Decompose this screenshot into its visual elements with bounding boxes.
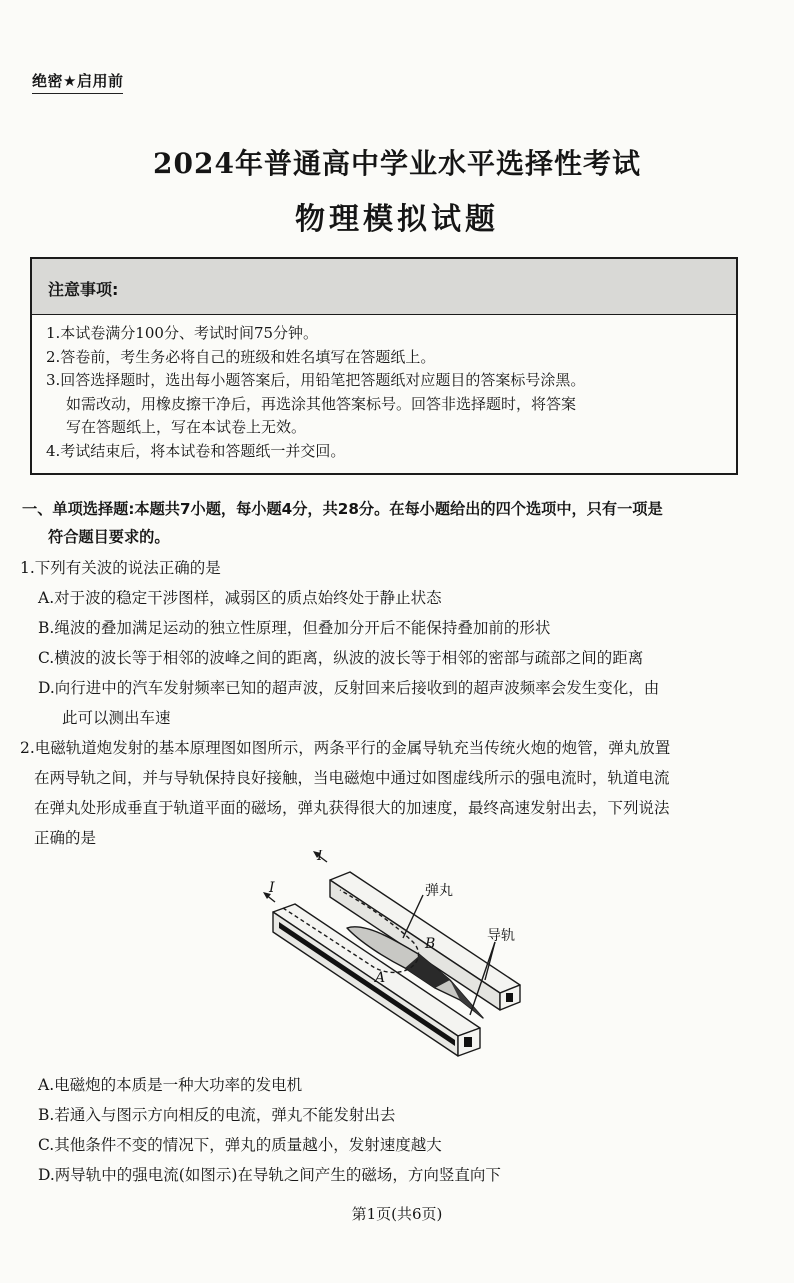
notice-heading: 注意事项:: [32, 259, 736, 315]
question-2: [20, 733, 760, 853]
option-a: A.电磁炮的本质是一种大功率的发电机: [38, 1076, 303, 1094]
notice-item: 如需改动，用橡皮擦干净后，再选涂其他答案标号。回答非选择题时，将答案: [66, 394, 577, 413]
notice-item: 4.考试结束后，将本试卷和答题纸一并交回。: [46, 441, 346, 460]
notice-box: [30, 257, 738, 475]
notice-item: 1.本试卷满分100分、考试时间75分钟。: [46, 324, 319, 342]
section-heading: [22, 495, 762, 551]
option-d: D.两导轨中的强电流(如图示)在导轨之间产生的磁场，方向竖直向下: [38, 1166, 501, 1184]
back-rail-hole: [506, 993, 513, 1002]
rail-label: 导轨: [487, 928, 515, 944]
option-c: C.其他条件不变的情况下，弹丸的质量越小，发射速度越大: [38, 1136, 442, 1154]
option-a: A.对于波的稳定干涉图样，减弱区的质点始终处于静止状态: [38, 589, 442, 607]
question-stem: 2.电磁轨道炮发射的基本原理图如图所示，两条平行的金属导轨充当传统火炮的炮管，弹丸放置: [20, 739, 671, 757]
point-label-a: A: [375, 970, 386, 986]
option-b: B.若通入与图示方向相反的电流，弹丸不能发射出去: [38, 1106, 396, 1124]
question-stem: 在两导轨之间，并与导轨保持良好接触，当电磁炮中通过如图虚线所示的强电流时，轨道电流: [34, 769, 670, 787]
confidential-label: 绝密★启用前: [32, 70, 123, 94]
section-line: 符合题目要求的。: [48, 528, 170, 546]
question-stem: 在弹丸处形成垂直于轨道平面的磁场，弹丸获得很大的加速度，最终高速发射出去，下列说法: [34, 799, 670, 817]
current-label: I: [317, 850, 323, 864]
question-stem: 1.下列有关波的说法正确的是: [20, 559, 221, 577]
section-line: 一、单项选择题:本题共7小题，每小题4分，共28分。在每小题给出的四个选项中，只有一项是: [22, 500, 663, 518]
question-stem: 正确的是: [34, 829, 97, 847]
projectile-label: 弹丸: [425, 883, 453, 899]
question-2-options: [20, 1070, 760, 1190]
page-number: 第1页(共6页): [351, 1205, 443, 1223]
current-label: I: [269, 880, 275, 896]
notice-item: 3.回答选择题时，选出每小题答案后，用铅笔把答题纸对应题目的答案标号涂黑。: [46, 371, 586, 389]
question-1: [20, 553, 760, 733]
exam-title: 2024年普通高中学业水平选择性考试: [153, 147, 641, 180]
point-label-b: B: [425, 936, 436, 952]
notice-item: 写在答题纸上，写在本试卷上无效。: [66, 418, 307, 436]
notice-item: 2.答卷前，考生务必将自己的班级和姓名填写在答题纸上。: [46, 347, 436, 366]
front-rail-hole: [464, 1037, 472, 1047]
notice-list: [32, 315, 736, 463]
option-d-continued: 此可以测出车速: [62, 709, 171, 727]
exam-subtitle: 物理模拟试题: [295, 202, 499, 237]
railgun-diagram: [255, 850, 555, 1070]
option-c: C.横波的波长等于相邻的波峰之间的距离，纵波的波长等于相邻的密部与疏部之间的距离: [38, 649, 644, 667]
option-d: D.向行进中的汽车发射频率已知的超声波，反射回来后接收到的超声波频率会发生变化，由: [38, 679, 660, 697]
option-b: B.绳波的叠加满足运动的独立性原理，但叠加分开后不能保持叠加前的形状: [38, 619, 551, 637]
